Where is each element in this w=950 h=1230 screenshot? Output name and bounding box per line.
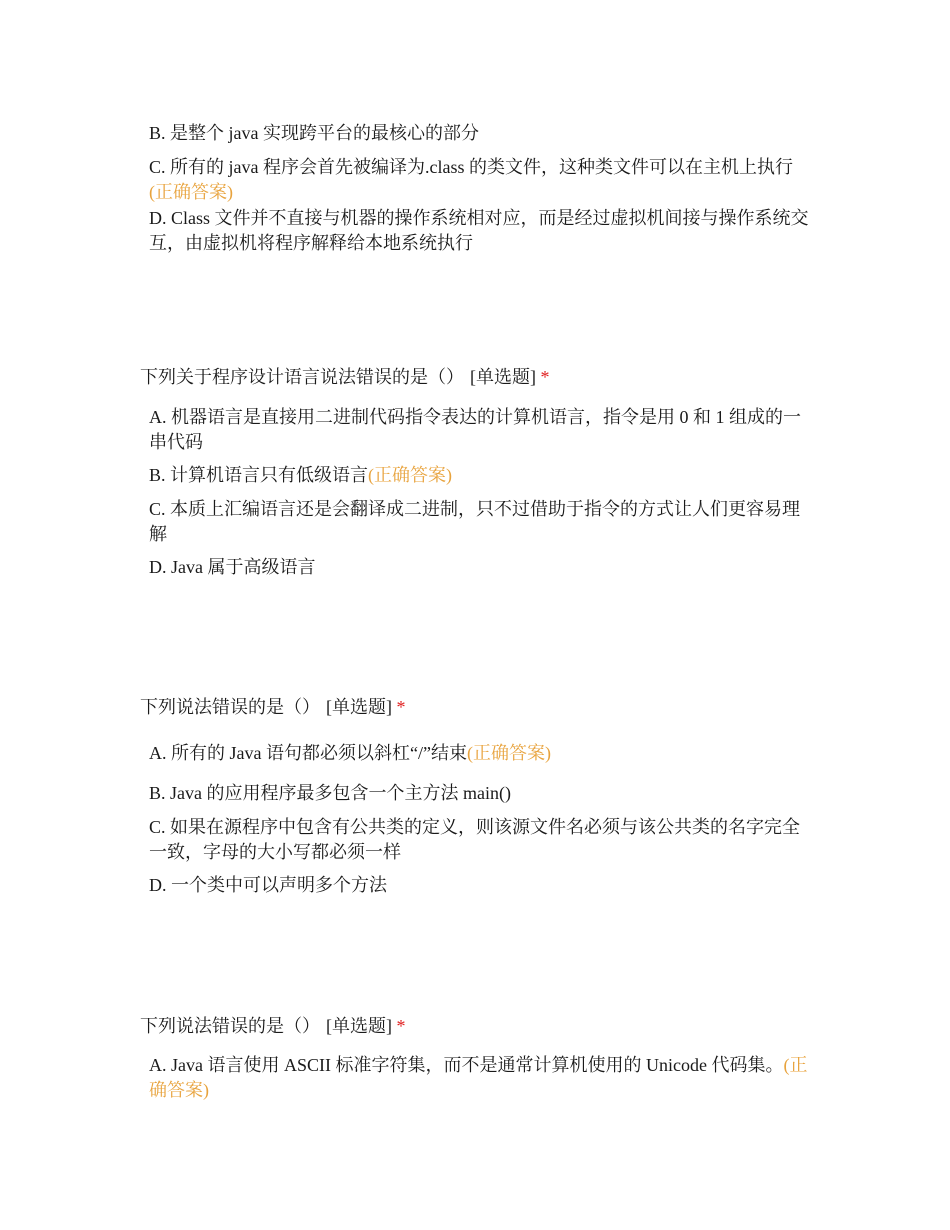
- correct-answer-label: (正确答案): [149, 1055, 808, 1100]
- required-mark: *: [396, 697, 406, 717]
- option-text: C. 如果在源程序中包含有公共类的定义，则该源文件名必须与该公共类的名字完全一致，字母的大小写都必须一样: [149, 817, 801, 862]
- required-mark: *: [396, 1016, 406, 1036]
- correct-answer-label: (正确答案): [368, 465, 453, 485]
- question-text: 下列关于程序设计语言说法错误的是（）: [140, 367, 464, 387]
- option-text: C. 所有的 java 程序会首先被编译为.class 的类文件，这种类文件可以在主机上执行: [149, 157, 793, 177]
- option-d: [149, 206, 809, 256]
- option-b: [149, 463, 809, 488]
- option-c: [149, 497, 809, 547]
- question-type-tag: [单选题]: [326, 1016, 392, 1036]
- question-text: 下列说法错误的是（）: [140, 1016, 320, 1036]
- option-b: [149, 781, 809, 806]
- option-text: B. 是整个 java 实现跨平台的最核心的部分: [149, 123, 479, 143]
- correct-answer-label: (正确答案): [466, 743, 551, 763]
- question-title: [140, 1014, 820, 1039]
- option-d: [149, 873, 809, 898]
- option-text: B. 计算机语言只有低级语言: [149, 465, 369, 485]
- question-type-tag: [单选题]: [470, 367, 536, 387]
- option-text: C. 本质上汇编语言还是会翻译成二进制，只不过借助于指令的方式让人们更容易理解: [149, 499, 801, 544]
- option-text: A. 所有的 Java 语句都必须以斜杠“/”结束: [149, 743, 467, 763]
- option-b: [149, 121, 809, 146]
- option-a: [149, 741, 809, 766]
- option-a: [149, 405, 809, 455]
- question-type-tag: [单选题]: [326, 697, 392, 717]
- question-title: [140, 365, 820, 390]
- option-text: D. 一个类中可以声明多个方法: [149, 875, 387, 895]
- option-text: A. Java 语言使用 ASCII 标准字符集，而不是通常计算机使用的 Unicode 代码集。: [149, 1055, 784, 1075]
- option-text: D. Class 文件并不直接与机器的操作系统相对应，而是经过虚拟机间接与操作系统交互，由虚拟机将程序解释给本地系统执行: [149, 208, 809, 253]
- option-a: [149, 1053, 809, 1103]
- required-mark: *: [540, 367, 550, 387]
- option-text: B. Java 的应用程序最多包含一个主方法 main(): [149, 783, 511, 803]
- question-title: [140, 695, 820, 720]
- option-text: A. 机器语言是直接用二进制代码指令表达的计算机语言，指令是用 0 和 1 组成的一串代码: [149, 407, 801, 452]
- option-c: [149, 815, 809, 865]
- option-c: [149, 155, 809, 205]
- option-d: [149, 555, 809, 580]
- correct-answer-label: (正确答案): [149, 182, 233, 202]
- option-text: D. Java 属于高级语言: [149, 557, 316, 577]
- question-text: 下列说法错误的是（）: [140, 697, 320, 717]
